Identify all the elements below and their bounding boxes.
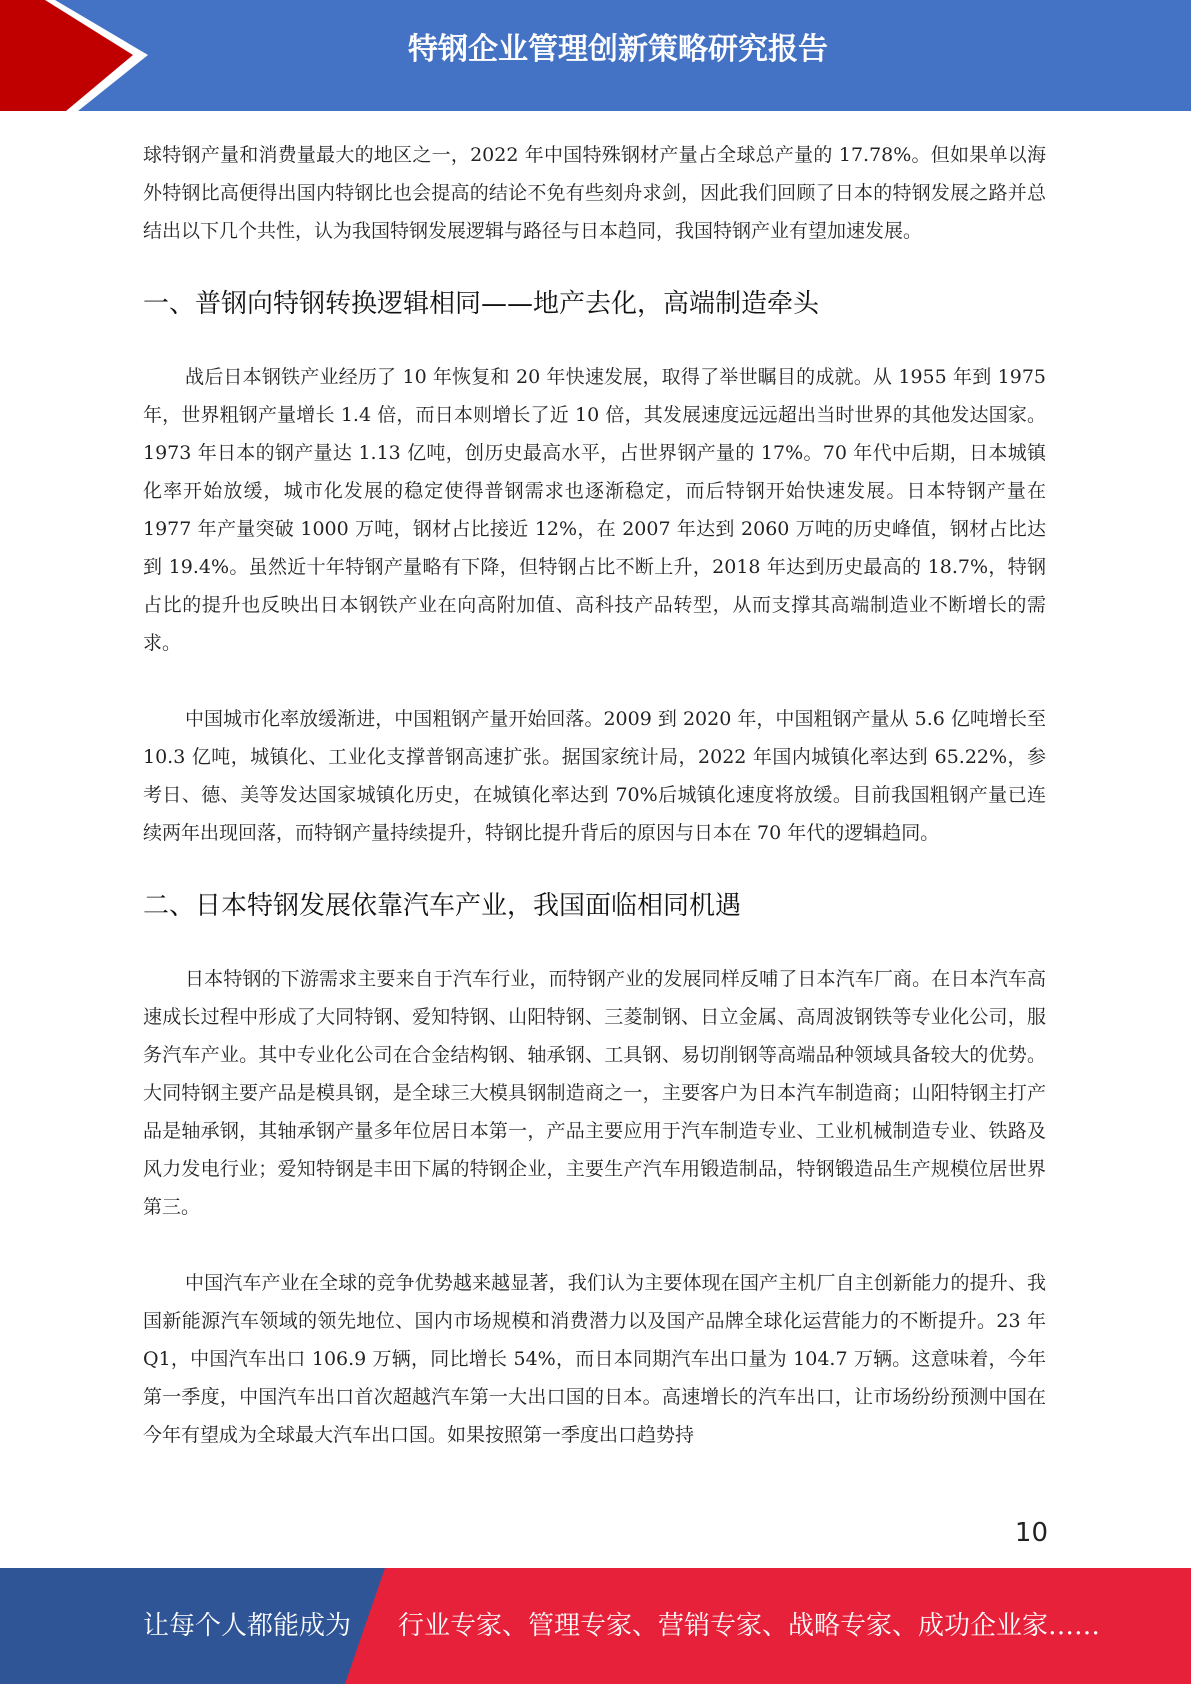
report-title: 特钢企业管理创新策略研究报告 <box>408 32 828 67</box>
page-number: 10 <box>1014 1518 1048 1548</box>
footer-slogan-right: 行业专家、管理专家、营销专家、战略专家、成功企业家…… <box>398 1611 1101 1641</box>
section-heading-1: 一、普钢向特钢转换逻辑相同——地产去化，高端制造牵头 <box>143 289 820 319</box>
page-footer <box>0 1568 1191 1684</box>
body-paragraph: 中国城市化率放缓渐进，中国粗钢产量开始回落。2009 到 2020 年，中国粗钢产量从 5.6 亿吨增长至 10.3 亿吨，城镇化、工业化支撑普钢高速扩张。据国家统计局，2022 年国内城镇化率达到 65.22%，参考日、德、美等发达国家城镇化历史，在城镇化率达到 70%后城镇化速度将放缓。目前我国粗钢产量已连续两年出现回落，而特钢产量持续提升，特钢比提升背后的原因与日本在 70 年代的逻辑趋同。 <box>143 708 1046 844</box>
body-paragraph: 中国汽车产业在全球的竞争优势越来越显著，我们认为主要体现在国产主机厂自主创新能力的提升、我国新能源汽车领域的领先地位、国内市场规模和消费潜力以及国产品牌全球化运营能力的不断提升。23 年 Q1，中国汽车出口 106.9 万辆，同比增长 54%，而日本同期汽车出口量为 104.7 万辆。这意味着，今年第一季度，中国汽车出口首次超越汽车第一大出口国的日本。高速增长的汽车出口，让市场纷纷预测中国在今年有望成为全球最大汽车出口国。如果按照第一季度出口趋势持 <box>143 1272 1046 1446</box>
section-heading-2: 二、日本特钢发展依靠汽车产业，我国面临相同机遇 <box>143 891 742 921</box>
body-paragraph: 战后日本钢铁产业经历了 10 年恢复和 20 年快速发展，取得了举世瞩目的成就。从 1955 年到 1975 年，世界粗钢产量增长 1.4 倍，而日本则增长了近 10 倍，其发展速度远远超出当时世界的其他发达国家。1973 年日本的钢产量达 1.13 亿吨，创历史最高水平，占世界钢产量的 17%。70 年代中后期，日本城镇化率开始放缓，城市化发展的稳定使得普钢需求也逐渐稳定，而后特钢开始快速发展。日本特钢产量在 1977 年产量突破 1000 万吨，钢材占比接近 12%，在 2007 年达到 2060 万吨的历史峰值，钢材占比达到 19.4%。虽然近十年特钢产量略有下降，但特钢占比不断上升，2018 年达到历史最高的 18.7%，特钢占比的提升也反映出日本钢铁产业在向高附加值、高科技产品转型，从而支撑其高端制造业不断增长的需求。 <box>143 366 1046 654</box>
page-body <box>143 136 1046 1454</box>
intro-paragraph: 球特钢产量和消费量最大的地区之一，2022 年中国特殊钢材产量占全球总产量的 17.78%。但如果单以海外特钢比高便得出国内特钢比也会提高的结论不免有些刻舟求剑，因此我们回顾了日本的特钢发展之路并总结出以下几个共性，认为我国特钢发展逻辑与路径与日本趋同，我国特钢产业有望加速发展。 <box>143 144 1046 242</box>
body-paragraph: 日本特钢的下游需求主要来自于汽车行业，而特钢产业的发展同样反哺了日本汽车厂商。在日本汽车高速成长过程中形成了大同特钢、爱知特钢、山阳特钢、三菱制钢、日立金属、高周波钢铁等专业化公司，服务汽车产业。其中专业化公司在合金结构钢、轴承钢、工具钢、易切削钢等高端品种领域具备较大的优势。大同特钢主要产品是模具钢，是全球三大模具钢制造商之一，主要客户为日本汽车制造商；山阳特钢主打产品是轴承钢，其轴承钢产量多年位居日本第一，产品主要应用于汽车制造专业、工业机械制造专业、铁路及风力发电行业；爱知特钢是丰田下属的特钢企业，主要生产汽车用锻造制品，特钢锻造品生产规模位居世界第三。 <box>143 968 1046 1218</box>
page-header <box>0 0 1191 111</box>
footer-slogan-left: 让每个人都能成为 <box>143 1611 352 1641</box>
